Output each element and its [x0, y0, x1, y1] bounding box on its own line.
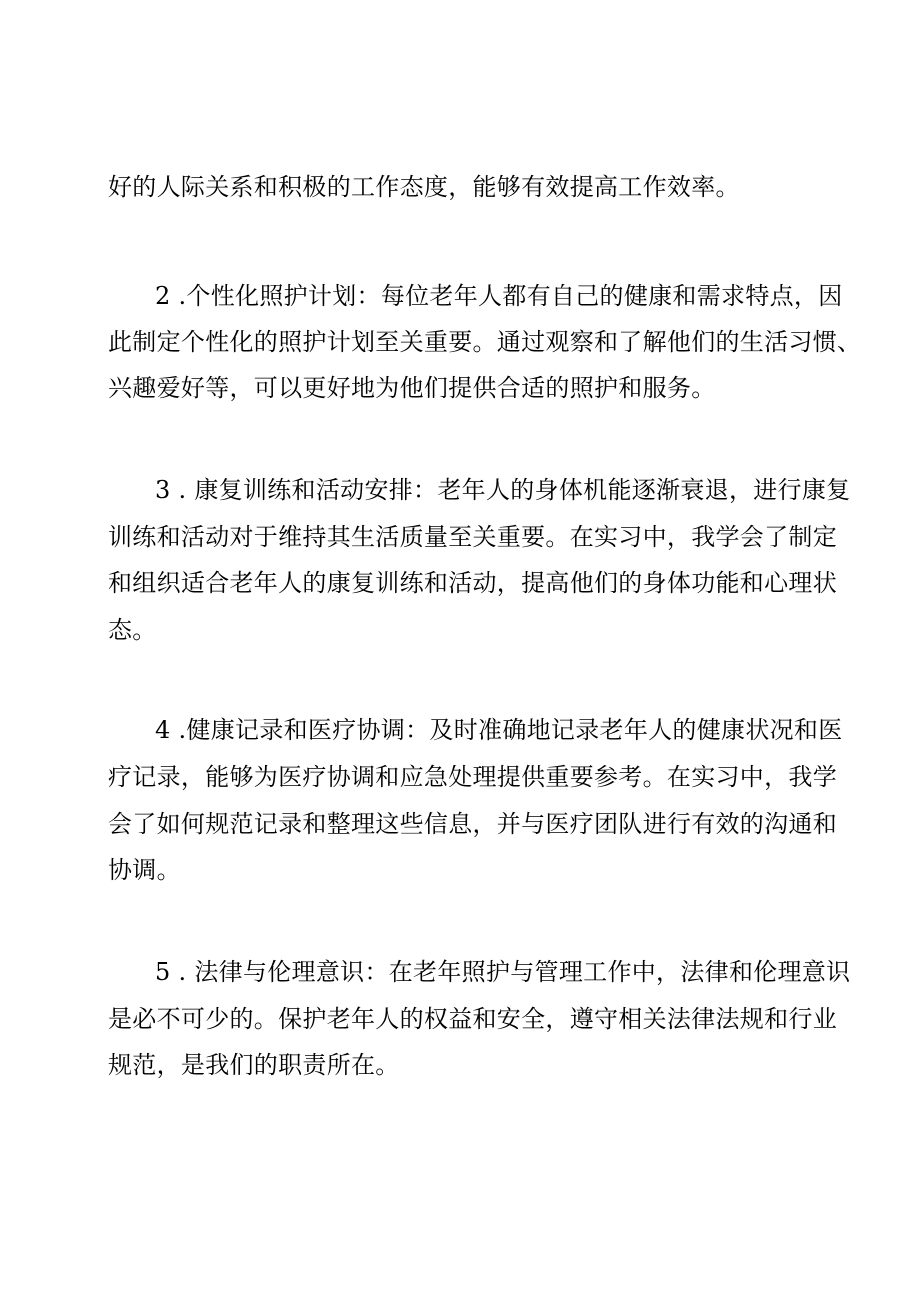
item-3-line-4: 态。 [108, 616, 157, 644]
item-3-line-3: 和组织适合老年人的康复训练和活动，提高他们的身体功能和心理状 [108, 569, 837, 597]
continuation-line: 好的人际关系和积极的工作态度，能够有效提高工作效率。 [108, 173, 740, 201]
item-5-line-3: 规范，是我们的职责所在。 [108, 1051, 400, 1079]
item-5-line-2: 是必不可少的。保护老年人的权益和安全，遵守相关法律法规和行业 [108, 1005, 837, 1033]
item-4-line-3: 会了如何规范记录和整理这些信息，并与医疗团队进行有效的沟通和 [108, 810, 837, 838]
item-3-line-1: 3 . 康复训练和活动安排：老年人的身体机能逐渐衰退，进行康复 [155, 476, 851, 504]
item-2-line-1: 2 .个性化照护计划：每位老年人都有自己的健康和需求特点，因 [155, 282, 843, 310]
item-2-line-3: 兴趣爱好等，可以更好地为他们提供合适的照护和服务。 [108, 374, 716, 402]
item-4-line-2: 疗记录，能够为医疗协调和应急处理提供重要参考。在实习中，我学 [108, 763, 837, 791]
item-2-line-2: 此制定个性化的照护计划至关重要。通过观察和了解他们的生活习惯、 [108, 328, 862, 356]
item-5-line-1: 5 . 法律与伦理意识：在老年照护与管理工作中，法律和伦理意识 [155, 958, 851, 986]
item-4-line-1: 4 .健康记录和医疗协调：及时准确地记录老年人的健康状况和医 [155, 716, 843, 744]
item-3-line-2: 训练和活动对于维持其生活质量至关重要。在实习中，我学会了制定 [108, 523, 837, 551]
item-4-line-4: 协调。 [108, 856, 181, 884]
